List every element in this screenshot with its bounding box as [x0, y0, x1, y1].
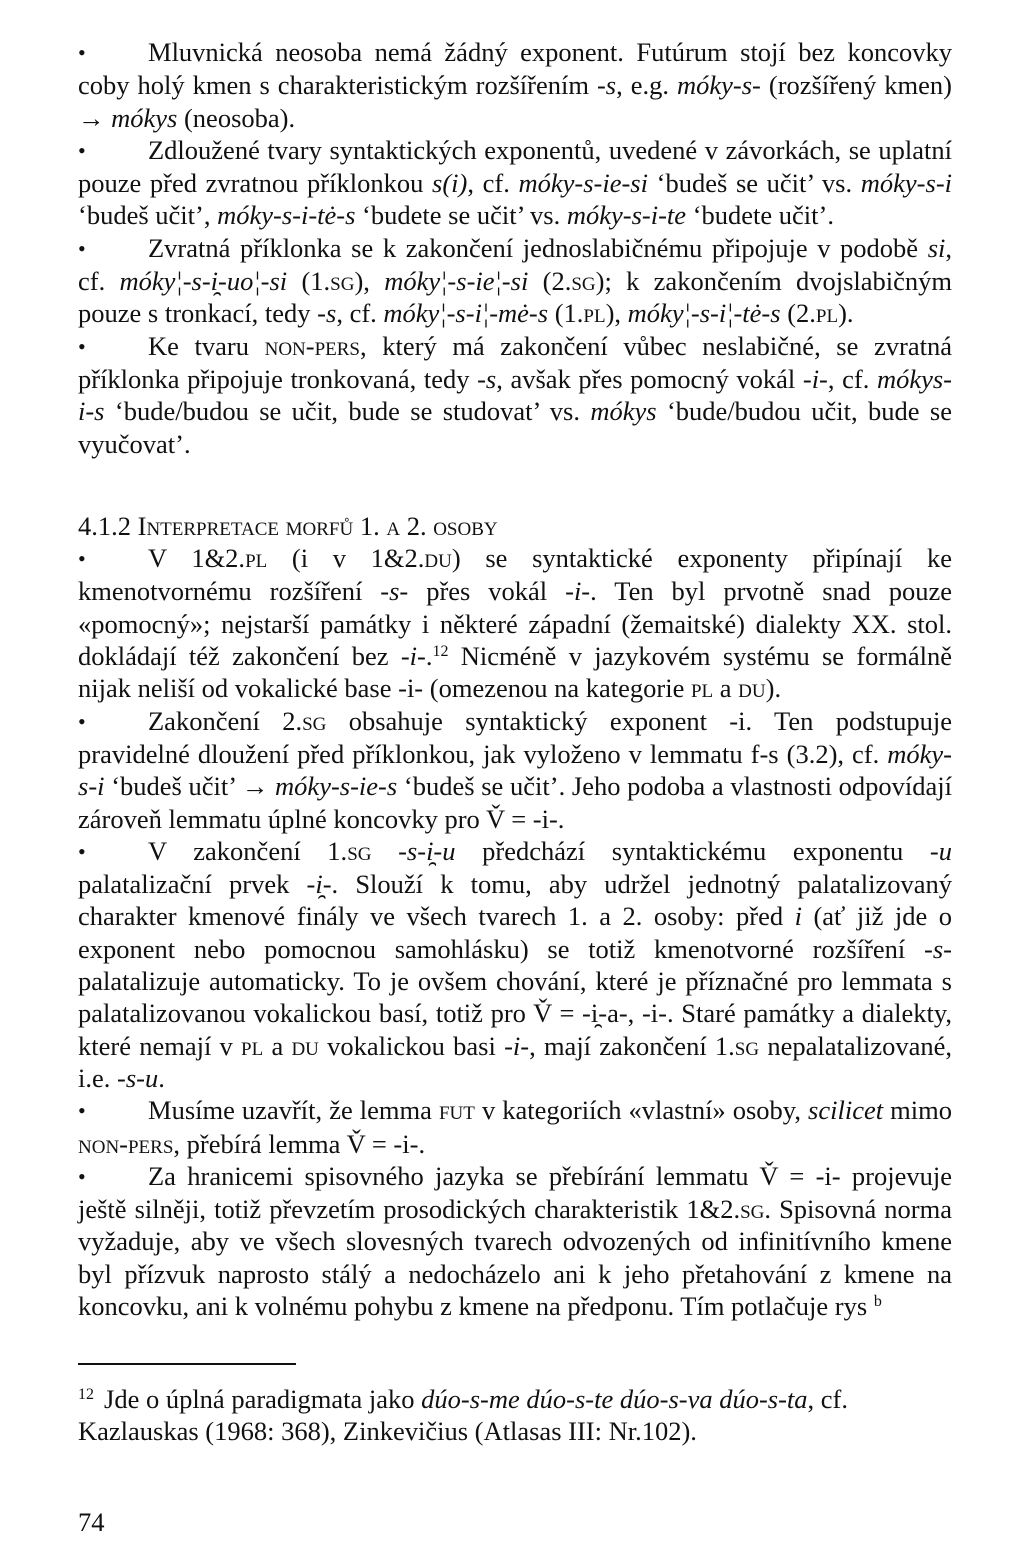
text-run: , cf. Kazlauskas (1968: 368), Zinkevičius (Atlasas III: Nr.102).	[78, 1384, 849, 1447]
text-run: , který má zakončení vůbec neslabičné, se zvratná příklonka připojuje tronkovaná, tedy	[78, 330, 952, 394]
text-run: .	[425, 641, 433, 672]
page-number: 74	[78, 1507, 105, 1537]
text-run: (ať již jde o exponent nebo pomocnou samohlásku) se totiž kmenotvorné rozšíření	[78, 901, 952, 964]
italic-run: -s	[477, 363, 497, 394]
small-caps-run: sg	[330, 266, 355, 297]
italic-run: -i-	[802, 363, 828, 394]
text-run: 4.1.2 I	[78, 510, 147, 541]
bullet-paragraph	[78, 705, 952, 835]
text-run: palatalizuje automaticky. To je ovšem chování, které je příznačné pro lemmata s palatalizovanou vokalickou basí, totiž pro V̌ = -i̯-a-, -i-. Staré památky a dialekty, které nemají v	[78, 966, 952, 1061]
text-run: mimo	[883, 1095, 952, 1126]
text-run: Nicméně v jazykovém systému se formálně nijak neliší od vokalické base -i- (omezenou na kategorie	[78, 641, 952, 704]
text-run: palatalizační prvek	[78, 869, 307, 900]
text-run: V 1&2.	[148, 543, 246, 574]
text-run: ‘budete se učit’ vs.	[355, 200, 567, 231]
text-run: Zvratná příklonka se k zakončení jednoslabičnému připojuje v podobě	[148, 232, 928, 263]
italic-run: móky¦-s-i¦-tė-s	[627, 298, 781, 329]
italic-run: -s-	[924, 933, 952, 964]
text-run: (2.	[528, 266, 572, 297]
italic-run: móky-s-i-te	[566, 200, 687, 231]
text-run: . Slouží k tomu, aby udržel jednotný palatalizovaný charakter kmenové finály ve všech tvarech 1. a 2. osoby: před	[78, 869, 953, 932]
text-run: Mluvnická neosoba nemá žádný exponent. Futúrum stojí bez koncovky coby holý kmen s charakteristickým rozšířením	[78, 37, 952, 101]
italic-run: móky-s-	[677, 70, 761, 101]
text-run: ),	[354, 266, 385, 297]
text-run: , e.g.	[616, 70, 677, 101]
footnote-12: 12 Jde o úplná paradigmata jako dúo-s-me dúo-s-te dúo-s-va dúo-s-ta, cf. Kazlauskas (1968: 368), Zinkevičius (Atlasas III: Nr.102).	[78, 1384, 849, 1447]
text-run: . Spisovná norma vyžaduje, aby ve všech slovesných tvarech odvozených od infinitívního kmene byl přízvuk naprosto stálý a nedocházelo ani k jeho přetahování z kmene na koncovku, ani k volnému pohybu z kmene na předponu. Tím potlačuje rys	[78, 1194, 953, 1321]
italic-run: móky-s-i	[860, 168, 953, 199]
text-run: , mají zakončení 1.	[529, 1030, 735, 1061]
bullet-icon: •	[78, 708, 86, 734]
text-run: ‘budeš učit’,	[78, 200, 218, 231]
text-run: Zdloužené tvary syntaktických exponentů, uvedené v závorkách, se uplatní pouze před zvratnou příklonkou	[78, 134, 952, 199]
text-run: , avšak přes pomocný vokál	[496, 363, 803, 394]
text-run: ‘bude/budou učit, bude se vyučovat’.	[78, 396, 952, 459]
bullet-paragraph	[78, 232, 952, 330]
bullet-paragraph	[78, 134, 952, 232]
bullet-paragraph	[78, 835, 952, 1094]
italic-run: -i-	[565, 576, 591, 607]
footnote-text	[78, 1384, 848, 1446]
small-caps-run: sg	[740, 1194, 765, 1225]
text-run: Za hranicemi spisovného jazyka se přebírání lemmatu V̌ = -i- projevuje ještě silněji, totiž převzetím prosodických charakteristik 1&2.	[78, 1160, 952, 1225]
italic-run: móky-s-ie-s	[275, 771, 398, 802]
text-run: 1.	[353, 510, 387, 541]
text-run: ).	[765, 673, 782, 704]
text-run: ),	[605, 298, 628, 329]
text-run	[371, 836, 398, 866]
text-run: ‘budeš se učit’ vs.	[647, 168, 861, 199]
italic-run: móky¦-s-i̯-uo¦-si	[119, 266, 288, 297]
italic-run: dúo-s-me dúo-s-te dúo-s-va dúo-s-ta	[421, 1384, 808, 1414]
small-caps-run: sg	[302, 705, 327, 736]
bullet-icon: •	[78, 1098, 86, 1124]
small-caps-run: pl	[690, 673, 714, 704]
bullet-paragraph	[78, 542, 952, 704]
italic-run: -s-	[380, 576, 409, 607]
italic-run: -s-i̯-u	[398, 835, 456, 866]
italic-run: -i̯-	[306, 869, 332, 900]
bullet-paragraph	[78, 1160, 952, 1322]
text-run: ‘bude/budou se učit, bude se studovat’ vs.	[104, 396, 591, 427]
text-run: ) se syntaktické exponenty připínají ke kmenotvornému rozšíření	[78, 543, 952, 607]
page-body	[78, 36, 952, 1322]
text-run: Musíme uzavřít, že lemma	[148, 1095, 439, 1126]
bullet-paragraph	[78, 1094, 952, 1160]
bullet-icon: •	[78, 838, 86, 864]
bullet-icon: •	[78, 137, 86, 163]
text-run: (1.	[287, 266, 331, 297]
text-run: nepalatalizované, i.e.	[78, 1030, 952, 1093]
small-caps-run: a	[386, 510, 401, 541]
text-run: (i v 1&2.	[267, 543, 425, 574]
text-run: , cf.	[827, 363, 877, 394]
italic-run: -u	[929, 835, 952, 866]
text-run: (rozšířený kmen) →	[78, 70, 952, 133]
text-run: Jde o úplná paradigmata jako	[104, 1384, 422, 1414]
bullet-icon: •	[78, 40, 86, 65]
small-caps-run: pl	[815, 298, 839, 329]
italic-run: -s	[596, 70, 617, 101]
italic-run: mókys	[590, 396, 657, 427]
text-run: předchází syntaktickému exponentu	[455, 835, 930, 866]
small-caps-run: du	[291, 1030, 319, 1061]
text-run: ‘budete učit’.	[686, 200, 834, 231]
text-run: a	[713, 673, 739, 704]
text-run: .	[158, 1062, 165, 1093]
italic-run: -s	[317, 298, 337, 329]
italic-run: móky-s-ie-si	[518, 168, 648, 199]
bullet-icon: •	[78, 333, 86, 359]
italic-run: mókys	[111, 102, 178, 133]
italic-run: móky¦-s-i¦-mė-s	[383, 298, 549, 329]
text-run: vokalickou basi	[318, 1030, 505, 1061]
italic-run: -i-	[400, 641, 426, 672]
text-run: (neosoba).	[177, 102, 296, 133]
superscript-run: b	[873, 1292, 882, 1310]
bullet-icon: •	[78, 546, 86, 572]
italic-run: -i-	[504, 1030, 530, 1061]
text-run: (1.	[548, 298, 584, 329]
italic-run: scilicet	[808, 1095, 884, 1126]
italic-run: si	[927, 232, 946, 263]
text-run: a	[263, 1030, 292, 1061]
bullet-paragraph	[78, 330, 952, 460]
small-caps-run: pl	[245, 543, 268, 574]
text-run: ).	[838, 298, 854, 329]
text-run: (2.	[780, 298, 816, 329]
bullet-icon: •	[78, 235, 86, 261]
small-caps-run: pl	[241, 1030, 264, 1061]
italic-run: mókys-i-s	[78, 363, 952, 427]
small-caps-run: osoby	[433, 510, 498, 541]
text-run: ‘budeš učit’ →	[104, 771, 276, 802]
bullet-list-neosoba	[78, 36, 952, 460]
italic-run: móky¦-s-ie¦-si	[384, 266, 529, 297]
footnote-divider	[78, 1363, 296, 1365]
text-run: Zakončení 2.	[148, 705, 303, 736]
text-run: 2.	[400, 510, 434, 541]
text-run: obsahuje syntaktický exponent -i. Ten podstupuje pravidelné dloužení před příklonkou, jak vyloženo v lemmatu f-s (3.2), cf.	[78, 705, 952, 769]
small-caps-run: pl	[583, 298, 606, 329]
text-run: V zakončení 1.	[148, 835, 348, 866]
text-run: přes vokál	[408, 576, 566, 607]
small-caps-run: sg	[571, 266, 596, 297]
text-run: ‘budeš se učit’. Jeho podoba a vlastnosti odpovídají zároveň lemmatu úplné koncovky pro V̌ = -i-.	[78, 771, 952, 834]
text-run: v kategoriích «vlastní» osoby,	[474, 1095, 809, 1126]
text-run: , cf.	[78, 232, 952, 297]
small-caps-run: sg	[347, 835, 372, 866]
italic-run: móky-s-i	[78, 738, 952, 802]
bullet-list-persons	[78, 542, 952, 1322]
small-caps-run: non-pers	[78, 1128, 174, 1159]
section-heading	[78, 510, 952, 542]
italic-run: s(i)	[432, 168, 468, 199]
text-run: , cf.	[336, 298, 384, 329]
small-caps-run: sg	[734, 1030, 760, 1061]
section-gap	[78, 460, 952, 510]
text-run: ); k zakončením dvojslabičným pouze s tronkací, tedy	[78, 266, 953, 329]
small-caps-run: du	[738, 673, 766, 704]
text-run: . Ten byl prvotně snad pouze «pomocný»; nejstarší památky i některé západní (žemaitské) dialekty XX. stol. dokládají též zakončení bez	[78, 576, 953, 672]
italic-run: -s-u	[117, 1062, 159, 1093]
text-run: , cf.	[467, 168, 519, 199]
small-caps-run: fut	[438, 1095, 475, 1126]
superscript-run: 12	[432, 643, 449, 661]
bullet-paragraph	[78, 36, 952, 134]
italic-run: móky-s-i-tė-s	[217, 200, 356, 231]
text-run: , přebírá lemma V̌ = -i-.	[173, 1128, 426, 1159]
bullet-icon: •	[78, 1163, 86, 1189]
text-run: Ke tvaru	[148, 330, 265, 361]
small-caps-run: non-pers	[264, 330, 360, 361]
small-caps-run: du	[424, 543, 452, 574]
small-caps-run: nterpretace morfů	[146, 510, 354, 541]
italic-run: i	[794, 901, 802, 932]
